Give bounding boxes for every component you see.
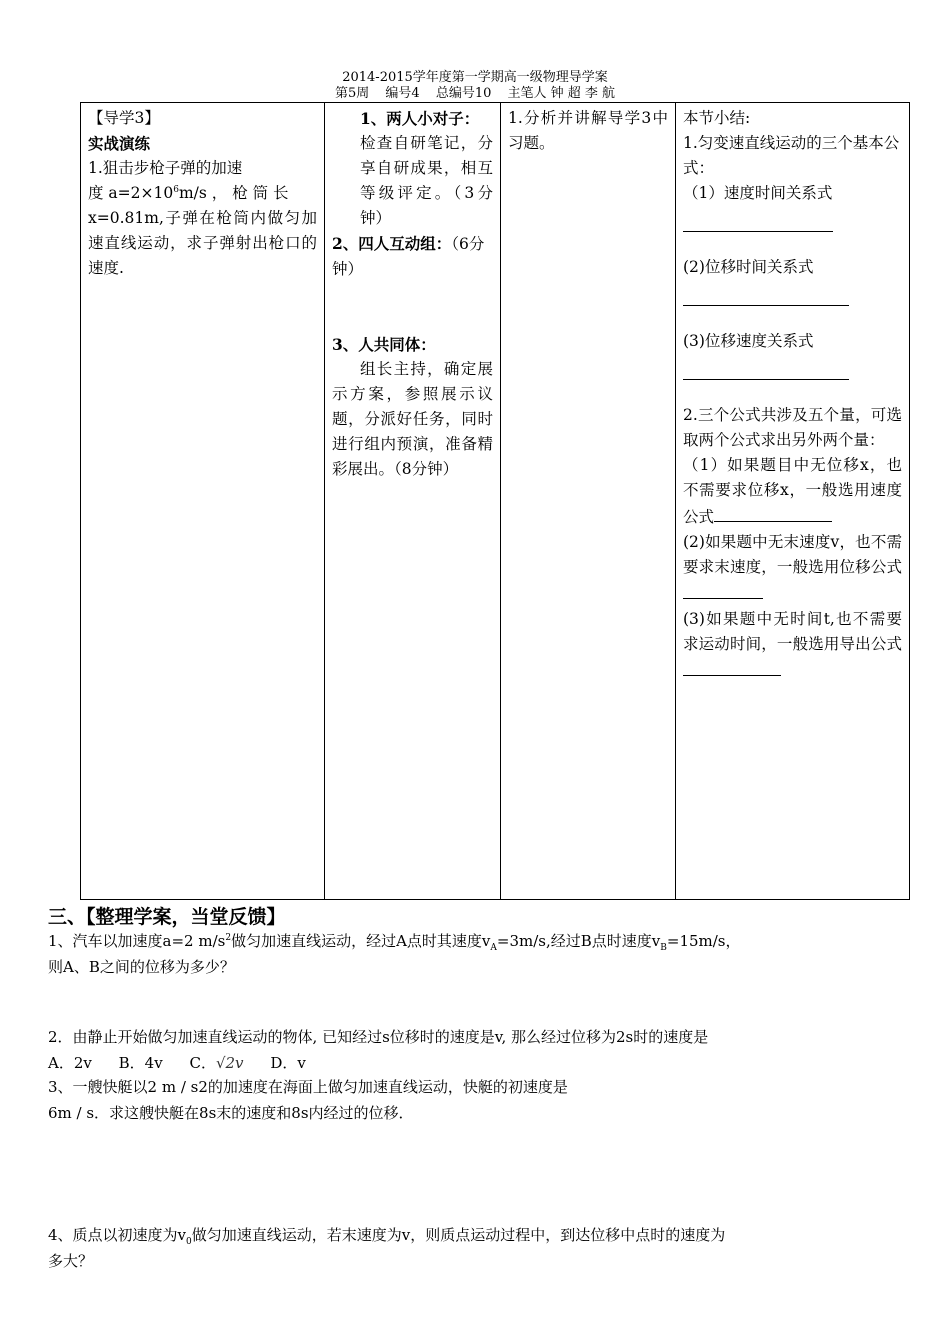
formula-1-label: （1）速度时间关系式: [683, 184, 833, 202]
answer-line-1[interactable]: [683, 230, 833, 232]
col-summary: [676, 103, 910, 900]
formula-2-label: (2)位移时间关系式: [683, 258, 814, 276]
pair-body: 检查自研笔记，分享自研成果，相互等级评定。（3分钟）: [360, 134, 493, 227]
guide-tag: 【导学3】: [88, 109, 160, 127]
question-3-line-1: 3、一艘快艇以2 m / s2的加速度在海面上做匀加速直线运动，快艇的初速度是: [48, 1078, 568, 1096]
option-a[interactable]: A．2v: [48, 1054, 92, 1072]
number-label: 编号4: [385, 86, 420, 101]
option-b[interactable]: B．4v: [118, 1054, 163, 1072]
practice-title: 实战演练: [88, 134, 151, 153]
question-1-line-2: 则A、B之间的位移为多少？: [48, 958, 235, 976]
pair-title: 1、两人小对子：: [360, 109, 480, 128]
community-body: 组长主持，确定展示方案，参照展示议题，分派好任务，同时进行组内预演，准备精彩展出。（8分钟）: [332, 360, 493, 478]
doc-meta: [0, 86, 950, 102]
week-label: 第5周: [334, 86, 370, 101]
question-2-options: [48, 1050, 708, 1076]
option-d[interactable]: D．v: [270, 1054, 306, 1072]
summary-point-2: 2.三个公式共涉及五个量，可选取两个公式求出另外两个量：: [683, 406, 902, 449]
summary-point-1: 1.匀变速直线运动的三个基本公式：: [683, 134, 900, 177]
col-activities: [325, 103, 501, 900]
blank-case-3[interactable]: [683, 657, 781, 676]
answer-line-2[interactable]: [683, 304, 849, 306]
question-3: [48, 1074, 568, 1126]
answer-line-3[interactable]: [683, 378, 849, 380]
summary-title: 本节小结:: [683, 109, 751, 127]
study-table: [80, 102, 910, 900]
case-2: (2)如果题中无末速度v，也不需要求末速度，一般选用位移公式: [683, 530, 902, 607]
question-1-line-1: 1、汽车以加速度a=2 $m/s^2$做匀加速直线运动，经过A点时其速度$v_A=3m/s$,经过B点时速度$v_B=15m/s$，: [48, 932, 741, 953]
total-number-label: 总编号10: [435, 86, 492, 101]
problem-line-3: x=0.81m,子弹在枪筒内做匀加速直线运动，求子弹射出枪口的速度.: [88, 209, 317, 277]
question-4-line-1: 4、质点以初速度为$v_0$做匀加速直线运动，若末速度为v，则质点运动过程中，到达位移中点时的速度为: [48, 1226, 726, 1247]
question-4-line-2: 多大？: [48, 1252, 94, 1270]
col-analysis: [501, 103, 676, 900]
question-1: [48, 928, 741, 980]
doc-title: 2014-2015学年度第一学期高一级物理导学案: [342, 70, 608, 85]
problem-text: [88, 156, 317, 281]
blank-case-2[interactable]: [683, 580, 763, 599]
authors-label: 主笔人 钟 超 李 航: [507, 86, 616, 101]
problem-line-2: 度 $a=2\times 10^6m/s$ ， 枪 筒 长: [88, 184, 289, 202]
problem-line-1: 1.狙击步枪子弹的加速: [88, 159, 243, 177]
question-4: [48, 1222, 725, 1274]
community-title: 3、人共同体：: [332, 335, 436, 354]
question-2-stem: 2．由静止开始做匀加速直线运动的物体, 已知经过s位移时的速度是v, 那么经过位移为2s时的速度是: [48, 1028, 709, 1046]
question-3-line-2: 6m / s．求这艘快艇在8s末的速度和8s内经过的位移．: [48, 1104, 414, 1122]
case-1: （1）如果题目中无位移x，也不需要求位移x，一般选用速度公式: [683, 456, 902, 526]
case-3: (3)如果题中无时间t,也不需要求运动时间，一般选用导出公式: [683, 607, 902, 684]
analysis-text: 1.分析并讲解导学3中习题。: [508, 109, 668, 152]
option-c[interactable]: C．√2v: [189, 1054, 244, 1072]
section-title: 三、【整理学案，当堂反馈】: [48, 906, 286, 928]
formula-3-label: (3)位移速度关系式: [683, 332, 814, 350]
group-line: 2、四人互动组：（6分钟）: [332, 234, 485, 278]
question-2: [48, 1024, 708, 1076]
blank-case-1[interactable]: [714, 503, 832, 522]
col-guided-study: [81, 103, 325, 900]
